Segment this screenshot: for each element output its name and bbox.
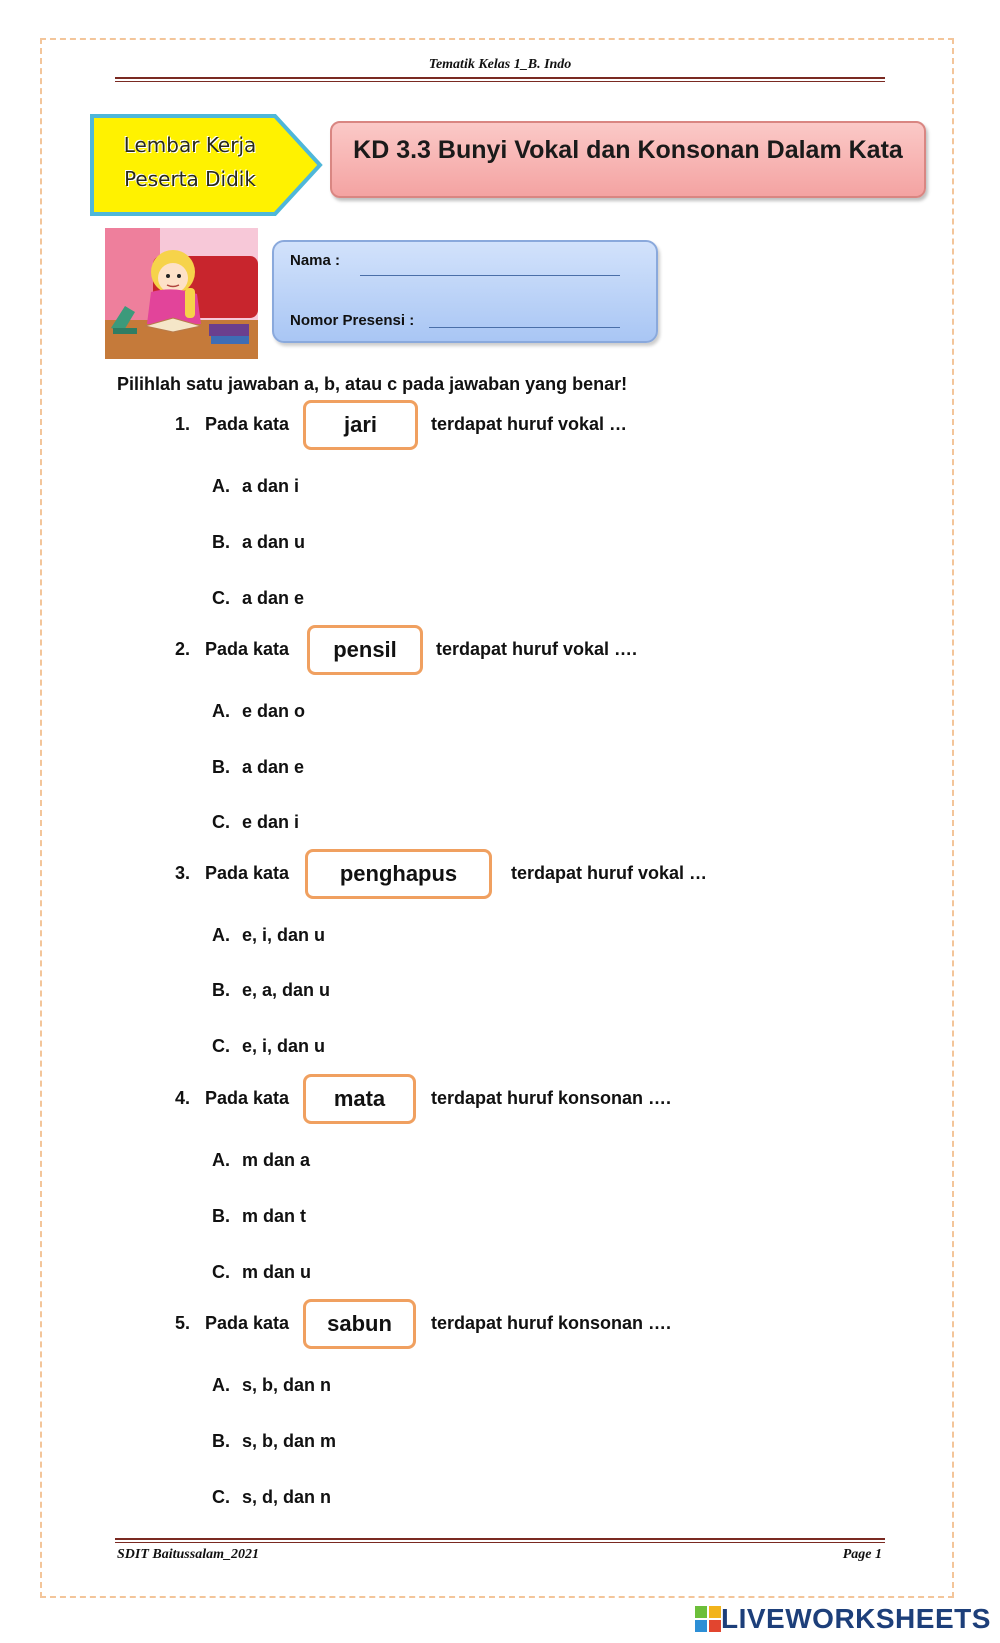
option-letter: B. <box>212 1206 230 1226</box>
question-5 <box>0 1295 1000 1355</box>
question-suffix: terdapat huruf vokal … <box>431 414 628 434</box>
option-5c[interactable] <box>212 1487 331 1508</box>
lkpd-label <box>90 128 290 196</box>
option-3b[interactable] <box>212 980 330 1001</box>
option-2c[interactable] <box>212 812 299 833</box>
question-prefix: Pada kata <box>205 863 290 883</box>
question-word: penghapus <box>305 849 492 899</box>
option-letter: A. <box>212 701 230 721</box>
option-text: e, i, dan u <box>242 1036 326 1056</box>
option-3a[interactable] <box>212 925 325 946</box>
option-text: a dan u <box>242 532 306 552</box>
question-number: 3. <box>175 863 191 883</box>
option-text: s, b, dan n <box>242 1375 332 1395</box>
footer-rule <box>115 1538 885 1543</box>
option-text: s, b, dan m <box>242 1431 337 1451</box>
option-4c[interactable] <box>212 1262 311 1283</box>
option-3c[interactable] <box>212 1036 325 1057</box>
option-letter: A. <box>212 1150 230 1170</box>
option-letter: B. <box>212 757 230 777</box>
liveworksheets-text: LIVEWORKSHEETS <box>721 1603 991 1634</box>
option-text: e dan o <box>242 701 306 721</box>
question-suffix: terdapat huruf konsonan …. <box>431 1088 672 1108</box>
option-letter: B. <box>212 532 230 552</box>
option-1b[interactable] <box>212 532 305 553</box>
option-letter: A. <box>212 1375 230 1395</box>
option-letter: C. <box>212 1262 230 1282</box>
option-text: m dan u <box>242 1262 312 1282</box>
option-text: m dan t <box>242 1206 307 1226</box>
question-word: sabun <box>303 1299 416 1349</box>
instruction: Pilihlah satu jawaban a, b, atau c pada jawaban yang benar! <box>117 374 628 394</box>
option-letter: A. <box>212 476 230 496</box>
kd-title: KD 3.3 Bunyi Vokal dan Konsonan Dalam Kata <box>353 136 903 164</box>
option-1c[interactable] <box>212 588 304 609</box>
header-rule <box>115 77 885 82</box>
question-number: 5. <box>175 1313 191 1333</box>
question-prefix: Pada kata <box>205 1088 290 1108</box>
question-2 <box>0 621 1000 681</box>
option-text: a dan e <box>242 757 305 777</box>
kd-title-box <box>330 121 926 198</box>
option-letter: C. <box>212 1036 230 1056</box>
option-letter: A. <box>212 925 230 945</box>
question-number: 1. <box>175 414 191 434</box>
option-letter: C. <box>212 1487 230 1507</box>
option-text: a dan e <box>242 588 305 608</box>
option-2b[interactable] <box>212 757 304 778</box>
liveworksheets-logo <box>695 1602 991 1636</box>
option-text: e dan i <box>242 812 300 832</box>
question-3 <box>0 845 1000 905</box>
girl-reading-illustration <box>105 228 258 359</box>
option-letter: C. <box>212 812 230 832</box>
footer-page: Page 1 <box>842 1547 882 1562</box>
question-prefix: Pada kata <box>205 1313 290 1333</box>
option-letter: C. <box>212 588 230 608</box>
option-letter: B. <box>212 1431 230 1451</box>
question-prefix: Pada kata <box>205 639 290 659</box>
option-text: a dan i <box>242 476 300 496</box>
option-text: s, d, dan n <box>242 1487 332 1507</box>
option-text: e, a, dan u <box>242 980 331 1000</box>
lkpd-line-2: Peserta Didik <box>124 167 256 191</box>
number-input-line[interactable] <box>429 327 620 328</box>
question-word: pensil <box>307 625 423 675</box>
header-title: Tematik Kelas 1_B. Indo <box>428 57 572 72</box>
number-label: Nomor Presensi : <box>290 312 415 329</box>
liveworksheets-logo-icon <box>695 1606 721 1632</box>
lkpd-line-1: Lembar Kerja <box>123 133 257 157</box>
name-input-line[interactable] <box>360 275 620 276</box>
question-4 <box>0 1070 1000 1130</box>
question-number: 4. <box>175 1088 191 1108</box>
question-number: 2. <box>175 639 191 659</box>
option-2a[interactable] <box>212 701 305 722</box>
lkpd-banner <box>90 114 324 216</box>
option-5a[interactable] <box>212 1375 331 1396</box>
option-1a[interactable] <box>212 476 299 497</box>
option-5b[interactable] <box>212 1431 336 1452</box>
option-4a[interactable] <box>212 1150 310 1171</box>
footer-school: SDIT Baitussalam_2021 <box>117 1547 259 1562</box>
question-suffix: terdapat huruf vokal … <box>511 863 708 883</box>
question-suffix: terdapat huruf vokal …. <box>436 639 638 659</box>
question-prefix: Pada kata <box>205 414 290 434</box>
question-1 <box>0 396 1000 456</box>
option-text: m dan a <box>242 1150 311 1170</box>
question-word: jari <box>303 400 418 450</box>
question-word: mata <box>303 1074 416 1124</box>
option-4b[interactable] <box>212 1206 306 1227</box>
question-suffix: terdapat huruf konsonan …. <box>431 1313 672 1333</box>
name-label: Nama : <box>290 252 341 269</box>
option-text: e, i, dan u <box>242 925 326 945</box>
student-info-box <box>272 240 658 343</box>
option-letter: B. <box>212 980 230 1000</box>
